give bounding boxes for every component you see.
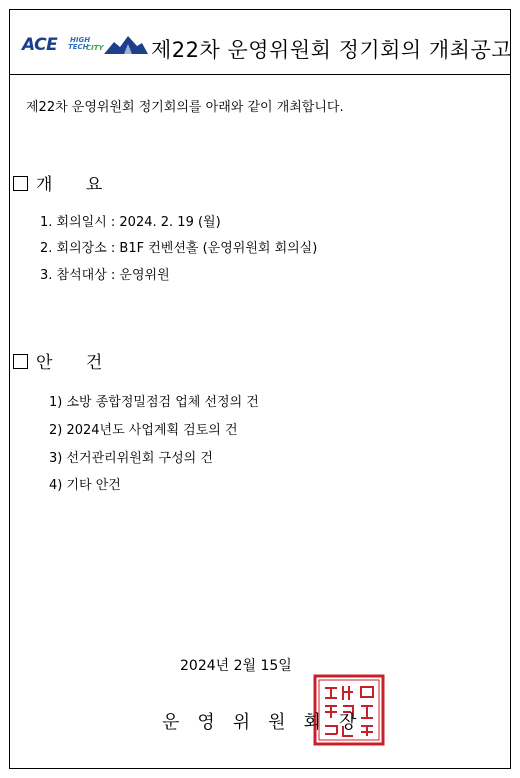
logo-sub-city: CITY bbox=[86, 44, 104, 52]
checkbox-square-icon bbox=[13, 176, 28, 191]
notice-header bbox=[10, 10, 513, 75]
signatory: 운영위원회장 bbox=[162, 712, 375, 733]
overview-item-date: 1. 회의일시 : 2024. 2. 19 (월) bbox=[40, 215, 221, 230]
page-title: 제22차 운영위원회 정기회의 개최공고 bbox=[151, 38, 513, 62]
agenda-item-1: 1) 소방 종합정밀점검 업체 선정의 건 bbox=[49, 395, 259, 410]
overview-heading: 개 요 bbox=[13, 170, 116, 195]
checkbox-square-icon bbox=[13, 354, 28, 369]
agenda-heading: 안 건 bbox=[13, 348, 116, 373]
company-logo bbox=[20, 34, 148, 64]
logo-mountain-icon bbox=[104, 34, 148, 56]
overview-item-attendees: 3. 참석대상 : 운영위원 bbox=[40, 268, 170, 283]
agenda-item-3: 3) 선거관리위원회 구성의 건 bbox=[49, 451, 213, 466]
logo-brand: ACE bbox=[22, 35, 58, 55]
agenda-item-4: 4) 기타 안건 bbox=[49, 478, 121, 493]
agenda-item-2: 2) 2024년도 사업계획 검토의 건 bbox=[49, 423, 238, 438]
logo-sub-high: HIGH bbox=[70, 36, 91, 44]
logo-sub-tech: TECH bbox=[68, 43, 89, 51]
notice-date: 2024년 2월 15일 bbox=[180, 658, 292, 674]
intro-text: 제22차 운영위원회 정기회의를 아래와 같이 개최합니다. bbox=[26, 100, 344, 115]
overview-item-venue: 2. 회의장소 : B1F 컨벤션홀 (운영위원회 회의실) bbox=[40, 241, 318, 256]
